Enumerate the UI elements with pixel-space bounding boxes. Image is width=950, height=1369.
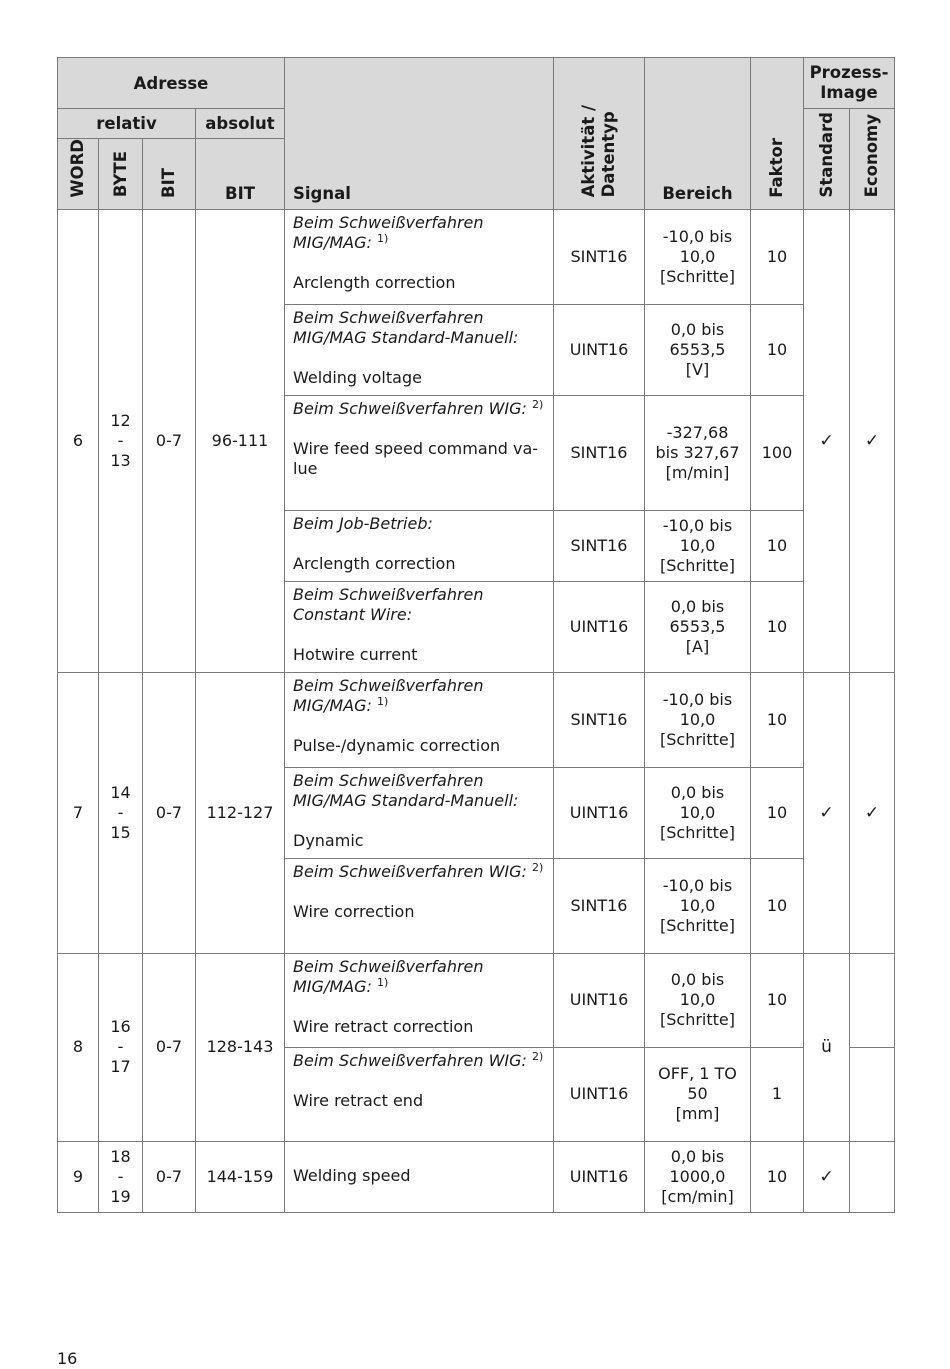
signal-cell: Beim Schweißverfahren Constant Wire: Hotwire current [285,581,554,672]
bit-absolut-header: BIT [196,139,285,210]
factor-cell: 10 [751,209,804,304]
bereich-header: Bereich [645,58,751,210]
standard-header: Standard [804,109,850,210]
signal-cell: Beim Schweißverfahren MIG/MAG Standard-Manuell: Welding voltage [285,304,554,395]
aktivitaet-header: Aktivität / Datentyp [554,58,645,210]
byte-header: BYTE [99,139,143,210]
bit-cell: 0-7 [143,209,196,672]
economy-check [850,953,895,1047]
range-cell: -10,0 bis 10,0 [Schritte] [645,858,751,953]
factor-cell: 10 [751,304,804,395]
datatype-cell: UINT16 [554,1141,645,1212]
relativ-header: relativ [58,109,196,139]
signal-table [57,57,895,1213]
page-number: 16 [57,1349,78,1368]
range-cell: -327,68 bis 327,67 [m/min] [645,395,751,510]
word-header: WORD [58,139,99,210]
bit-cell: 0-7 [143,1141,196,1212]
factor-cell: 10 [751,767,804,858]
standard-check: ü [804,953,850,1141]
signal-cell: Beim Schweißverfahren MIG/MAG: $^{1)}$ Arclength correction [285,209,554,304]
bit-absolut-cell: 112-127 [196,672,285,953]
datatype-cell: UINT16 [554,304,645,395]
factor-cell: 1 [751,1047,804,1141]
bit-cell: 0-7 [143,953,196,1141]
word-cell: 7 [58,672,99,953]
datatype-cell: UINT16 [554,953,645,1047]
range-cell: 0,0 bis 1000,0 [cm/min] [645,1141,751,1212]
byte-cell: 16 - 17 [99,953,143,1141]
absolut-header: absolut [196,109,285,139]
factor-cell: 10 [751,672,804,767]
factor-cell: 10 [751,953,804,1047]
standard-check: ✓ [804,672,850,953]
byte-cell: 14 - 15 [99,672,143,953]
economy-header: Economy [850,109,895,210]
range-cell: 0,0 bis 6553,5 [A] [645,581,751,672]
signal-cell: Welding speed [285,1141,554,1212]
datatype-cell: SINT16 [554,395,645,510]
bit-absolut-cell: 96-111 [196,209,285,672]
economy-check [850,1047,895,1141]
range-cell: -10,0 bis 10,0 [Schritte] [645,672,751,767]
signal-cell: Beim Schweißverfahren MIG/MAG: $^{1)}$ Wire retract correction [285,953,554,1047]
signal-cell: Beim Schweißverfahren WIG: $^{2)}$ Wire feed speed command va- lue [285,395,554,510]
factor-cell: 100 [751,395,804,510]
range-cell: -10,0 bis 10,0 [Schritte] [645,510,751,581]
datatype-cell: UINT16 [554,1047,645,1141]
datatype-cell: UINT16 [554,581,645,672]
datatype-cell: UINT16 [554,767,645,858]
byte-cell: 12 - 13 [99,209,143,672]
datatype-cell: SINT16 [554,510,645,581]
datatype-cell: SINT16 [554,672,645,767]
faktor-header: Faktor [751,58,804,210]
word-cell: 6 [58,209,99,672]
bit-absolut-cell: 144-159 [196,1141,285,1212]
range-cell: 0,0 bis 6553,5 [V] [645,304,751,395]
range-cell: OFF, 1 TO 50 [mm] [645,1047,751,1141]
signal-cell: Beim Schweißverfahren MIG/MAG Standard-Manuell: Dynamic [285,767,554,858]
standard-check: ✓ [804,209,850,672]
signal-cell: Beim Schweißverfahren WIG: $^{2)}$ Wire retract end [285,1047,554,1141]
economy-check [850,1141,895,1212]
signal-cell: Beim Job-Betrieb: Arclength correction [285,510,554,581]
byte-cell: 18 - 19 [99,1141,143,1212]
factor-cell: 10 [751,858,804,953]
economy-check: ✓ [850,672,895,953]
factor-cell: 10 [751,1141,804,1212]
datatype-cell: SINT16 [554,209,645,304]
range-cell: 0,0 bis 10,0 [Schritte] [645,953,751,1047]
factor-cell: 10 [751,510,804,581]
signal-cell: Beim Schweißverfahren MIG/MAG: $^{1)}$ Pulse-/dynamic correction [285,672,554,767]
standard-check: ✓ [804,1141,850,1212]
factor-cell: 10 [751,581,804,672]
signal-cell: Beim Schweißverfahren WIG: $^{2)}$ Wire correction [285,858,554,953]
adresse-header: Adresse [58,58,285,109]
word-cell: 9 [58,1141,99,1212]
signal-header: Signal [285,58,554,210]
range-cell: 0,0 bis 10,0 [Schritte] [645,767,751,858]
bit-cell: 0-7 [143,672,196,953]
bit-header: BIT [143,139,196,210]
bit-absolut-cell: 128-143 [196,953,285,1141]
word-cell: 8 [58,953,99,1141]
economy-check: ✓ [850,209,895,672]
datatype-cell: SINT16 [554,858,645,953]
range-cell: -10,0 bis 10,0 [Schritte] [645,209,751,304]
prozess-image-header: Prozess- Image [804,58,895,109]
